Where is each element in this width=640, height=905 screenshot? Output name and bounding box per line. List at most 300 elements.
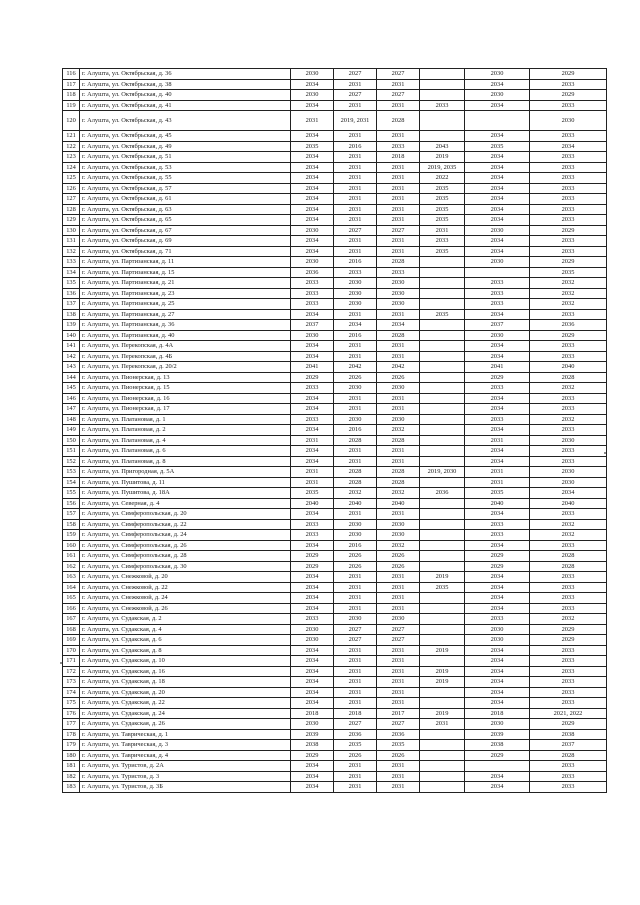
row-number: 144 xyxy=(63,372,80,383)
year-cell: 2034 xyxy=(465,782,530,793)
year-cell: 2031 xyxy=(334,656,377,667)
year-cell: 2030 xyxy=(334,278,377,289)
year-cell: 2031 xyxy=(334,131,377,142)
year-cell: 2028 xyxy=(377,435,420,446)
table-row xyxy=(63,393,607,404)
year-cell: 2027 xyxy=(377,225,420,236)
year-cell xyxy=(420,782,465,793)
year-cell: 2031 xyxy=(334,215,377,226)
year-cell: 2031 xyxy=(377,656,420,667)
year-cell: 2026 xyxy=(334,551,377,562)
year-cell xyxy=(420,750,465,761)
year-cell: 2033 xyxy=(530,771,607,782)
row-number: 172 xyxy=(63,666,80,677)
year-cell: 2033 xyxy=(377,267,420,278)
year-cell: 2034 xyxy=(291,79,334,90)
year-cell xyxy=(420,351,465,362)
year-cell: 2032 xyxy=(530,414,607,425)
table-row xyxy=(63,111,607,131)
address-cell: г. Алушта, ул. Платановая, д. 1 xyxy=(80,414,291,425)
year-cell: 2033 xyxy=(530,603,607,614)
table-row xyxy=(63,635,607,646)
year-cell xyxy=(420,299,465,310)
year-cell: 2033 xyxy=(530,215,607,226)
year-cell: 2034 xyxy=(291,194,334,205)
year-cell: 2034 xyxy=(291,215,334,226)
year-cell: 2028 xyxy=(377,330,420,341)
table-row xyxy=(63,236,607,247)
row-number: 174 xyxy=(63,687,80,698)
year-cell: 2031 xyxy=(465,477,530,488)
address-cell: г. Алушта, ул. Пионерская, д. 13 xyxy=(80,372,291,383)
year-cell xyxy=(420,131,465,142)
year-cell: 2030 xyxy=(291,90,334,101)
address-cell: г. Алушта, ул. Таврическая, д. 3 xyxy=(80,740,291,751)
year-cell xyxy=(465,761,530,772)
year-cell: 2036 xyxy=(377,729,420,740)
table-row xyxy=(63,194,607,205)
year-cell: 2030 xyxy=(291,257,334,268)
table-row xyxy=(63,467,607,478)
year-cell: 2030 xyxy=(377,519,420,530)
year-cell: 2041 xyxy=(291,362,334,373)
row-number: 134 xyxy=(63,267,80,278)
year-cell: 2034 xyxy=(465,393,530,404)
year-cell xyxy=(420,519,465,530)
year-cell: 2021, 2022 xyxy=(530,708,607,719)
table-row xyxy=(63,530,607,541)
year-cell: 2033 xyxy=(530,540,607,551)
year-cell xyxy=(420,362,465,373)
year-cell: 2031 xyxy=(377,173,420,184)
year-cell xyxy=(420,320,465,331)
row-number: 156 xyxy=(63,498,80,509)
table-row xyxy=(63,477,607,488)
year-cell: 2033 xyxy=(530,194,607,205)
year-cell: 2031 xyxy=(420,719,465,730)
year-cell: 2027 xyxy=(377,90,420,101)
year-cell: 2029 xyxy=(465,750,530,761)
year-cell: 2033 xyxy=(291,519,334,530)
row-number: 125 xyxy=(63,173,80,184)
year-cell: 2030 xyxy=(334,614,377,625)
year-cell: 2031 xyxy=(377,162,420,173)
year-cell: 2016 xyxy=(334,141,377,152)
year-cell: 2028 xyxy=(377,257,420,268)
year-cell: 2030 xyxy=(530,477,607,488)
row-number: 119 xyxy=(63,100,80,111)
year-cell: 2032 xyxy=(530,299,607,310)
year-cell: 2034 xyxy=(291,687,334,698)
address-cell: г. Алушта, ул. Октябрьская, д. 53 xyxy=(80,162,291,173)
year-cell: 2031 xyxy=(334,582,377,593)
address-cell: г. Алушта, ул. Октябрьская, д. 57 xyxy=(80,183,291,194)
address-cell: г. Алушта, ул. Октябрьская, д. 71 xyxy=(80,246,291,257)
year-cell: 2031 xyxy=(377,79,420,90)
year-cell: 2033 xyxy=(530,341,607,352)
year-cell: 2033 xyxy=(530,131,607,142)
table-row xyxy=(63,215,607,226)
row-number: 150 xyxy=(63,435,80,446)
row-number: 139 xyxy=(63,320,80,331)
year-cell: 2028 xyxy=(530,551,607,562)
year-cell: 2029 xyxy=(530,69,607,80)
year-cell: 2030 xyxy=(334,383,377,394)
year-cell: 2029 xyxy=(530,90,607,101)
year-cell xyxy=(420,551,465,562)
row-number: 164 xyxy=(63,582,80,593)
year-cell: 2031 xyxy=(334,351,377,362)
row-number: 136 xyxy=(63,288,80,299)
row-number: 133 xyxy=(63,257,80,268)
year-cell: 2016 xyxy=(334,540,377,551)
address-cell: г. Алушта, ул. Октябрьская, д. 69 xyxy=(80,236,291,247)
address-cell: г. Алушта, ул. Партизанская, д. 25 xyxy=(80,299,291,310)
year-cell: 2035 xyxy=(420,215,465,226)
year-cell: 2027 xyxy=(377,635,420,646)
year-cell: 2033 xyxy=(291,530,334,541)
year-cell xyxy=(420,69,465,80)
row-number: 148 xyxy=(63,414,80,425)
table-row xyxy=(63,351,607,362)
year-cell: 2033 xyxy=(530,173,607,184)
row-number: 131 xyxy=(63,236,80,247)
row-number: 181 xyxy=(63,761,80,772)
year-cell xyxy=(420,614,465,625)
address-cell: г. Алушта, ул. Судакская, д. 16 xyxy=(80,666,291,677)
year-cell: 2031 xyxy=(291,111,334,131)
year-cell: 2034 xyxy=(291,582,334,593)
year-cell: 2034 xyxy=(291,509,334,520)
year-cell: 2030 xyxy=(465,257,530,268)
year-cell: 2031 xyxy=(377,351,420,362)
year-cell: 2034 xyxy=(291,698,334,709)
table-row xyxy=(63,729,607,740)
address-cell: г. Алушта, ул. Симферопольская, д. 30 xyxy=(80,561,291,572)
year-cell: 2033 xyxy=(420,100,465,111)
address-cell: г. Алушта, ул. Партизанская, д. 27 xyxy=(80,309,291,320)
year-cell: 2033 xyxy=(530,309,607,320)
year-cell: 2017 xyxy=(377,708,420,719)
row-number: 147 xyxy=(63,404,80,415)
year-cell: 2037 xyxy=(291,320,334,331)
year-cell: 2036 xyxy=(530,320,607,331)
year-cell: 2027 xyxy=(334,719,377,730)
table-row xyxy=(63,404,607,415)
year-cell: 2035 xyxy=(377,740,420,751)
year-cell xyxy=(420,111,465,131)
year-cell: 2031 xyxy=(334,393,377,404)
row-number: 167 xyxy=(63,614,80,625)
address-cell: г. Алушта, ул. Снежковой, д. 24 xyxy=(80,593,291,604)
year-cell: 2031 xyxy=(377,677,420,688)
year-cell xyxy=(420,257,465,268)
year-cell: 2031 xyxy=(377,761,420,772)
table-row xyxy=(63,341,607,352)
row-number: 179 xyxy=(63,740,80,751)
year-cell xyxy=(420,498,465,509)
year-cell: 2030 xyxy=(465,90,530,101)
year-cell xyxy=(420,90,465,101)
year-cell: 2030 xyxy=(530,435,607,446)
table-row xyxy=(63,603,607,614)
year-cell: 2040 xyxy=(377,498,420,509)
address-cell: г. Алушта, ул. Судакская, д. 10 xyxy=(80,656,291,667)
address-cell: г. Алушта, ул. Туристов, д. 3 xyxy=(80,771,291,782)
table-row xyxy=(63,183,607,194)
year-cell: 2029 xyxy=(530,624,607,635)
year-cell: 2034 xyxy=(465,509,530,520)
year-cell: 2033 xyxy=(530,236,607,247)
year-cell: 2034 xyxy=(465,572,530,583)
address-cell: г. Алушта, ул. Судакская, д. 26 xyxy=(80,719,291,730)
year-cell: 2031 xyxy=(334,194,377,205)
year-cell xyxy=(420,477,465,488)
year-cell: 2032 xyxy=(530,278,607,289)
year-cell: 2032 xyxy=(334,488,377,499)
year-cell: 2031 xyxy=(377,645,420,656)
year-cell: 2030 xyxy=(334,288,377,299)
year-cell: 2034 xyxy=(291,666,334,677)
year-cell: 2030 xyxy=(334,530,377,541)
table-row xyxy=(63,162,607,173)
row-number: 130 xyxy=(63,225,80,236)
year-cell: 2030 xyxy=(465,225,530,236)
year-cell xyxy=(420,698,465,709)
table-row xyxy=(63,246,607,257)
table-row xyxy=(63,561,607,572)
year-cell: 2033 xyxy=(530,687,607,698)
table-row xyxy=(63,372,607,383)
year-cell: 2033 xyxy=(291,278,334,289)
year-cell: 2034 xyxy=(291,351,334,362)
year-cell: 2034 xyxy=(291,152,334,163)
year-cell xyxy=(420,393,465,404)
year-cell: 2030 xyxy=(334,414,377,425)
year-cell: 2031 xyxy=(334,236,377,247)
row-number: 178 xyxy=(63,729,80,740)
row-number: 137 xyxy=(63,299,80,310)
address-cell: г. Алушта, ул. Пионерская, д. 15 xyxy=(80,383,291,394)
address-cell: г. Алушта, ул. Октябрьская, д. 63 xyxy=(80,204,291,215)
year-cell: 2031 xyxy=(291,435,334,446)
row-number: 161 xyxy=(63,551,80,562)
year-cell: 2031 xyxy=(377,236,420,247)
year-cell: 2034 xyxy=(465,645,530,656)
address-cell: г. Алушта, ул. Симферопольская, д. 28 xyxy=(80,551,291,562)
year-cell: 2034 xyxy=(465,446,530,457)
year-cell: 2039 xyxy=(465,729,530,740)
year-cell: 2034 xyxy=(291,131,334,142)
row-number: 158 xyxy=(63,519,80,530)
table-row xyxy=(63,488,607,499)
year-cell: 2031 xyxy=(334,183,377,194)
row-number: 142 xyxy=(63,351,80,362)
year-cell: 2026 xyxy=(334,750,377,761)
year-cell: 2029 xyxy=(465,372,530,383)
year-cell xyxy=(420,509,465,520)
year-cell: 2018 xyxy=(465,708,530,719)
year-cell: 2026 xyxy=(377,750,420,761)
year-cell: 2026 xyxy=(334,561,377,572)
table-row xyxy=(63,740,607,751)
row-number: 122 xyxy=(63,141,80,152)
year-cell: 2033 xyxy=(530,572,607,583)
row-number: 159 xyxy=(63,530,80,541)
year-cell: 2031 xyxy=(334,782,377,793)
address-cell: г. Алушта, ул. Пионерская, д. 17 xyxy=(80,404,291,415)
year-cell: 2031 xyxy=(334,677,377,688)
year-cell: 2034 xyxy=(291,771,334,782)
year-cell: 2029 xyxy=(530,225,607,236)
year-cell: 2031 xyxy=(377,341,420,352)
address-cell: г. Алушта, ул. Судакская, д. 4 xyxy=(80,624,291,635)
year-cell: 2038 xyxy=(465,740,530,751)
row-number: 152 xyxy=(63,456,80,467)
year-cell: 2034 xyxy=(465,173,530,184)
row-number: 160 xyxy=(63,540,80,551)
year-cell: 2031 xyxy=(334,603,377,614)
year-cell: 2031 xyxy=(377,100,420,111)
year-cell xyxy=(420,530,465,541)
year-cell: 2034 xyxy=(465,603,530,614)
year-cell: 2036 xyxy=(334,729,377,740)
year-cell xyxy=(420,603,465,614)
year-cell: 2034 xyxy=(465,162,530,173)
year-cell: 2038 xyxy=(530,729,607,740)
year-cell xyxy=(420,593,465,604)
table-row xyxy=(63,698,607,709)
year-cell: 2032 xyxy=(530,614,607,625)
table-row xyxy=(63,593,607,604)
table-row xyxy=(63,141,607,152)
year-cell: 2035 xyxy=(420,204,465,215)
year-cell: 2028 xyxy=(334,467,377,478)
row-number: 149 xyxy=(63,425,80,436)
year-cell: 2042 xyxy=(377,362,420,373)
year-cell: 2019 xyxy=(420,645,465,656)
table-row xyxy=(63,540,607,551)
address-cell: г. Алушта, ул. Октябрьская, д. 43 xyxy=(80,111,291,131)
year-cell: 2034 xyxy=(465,666,530,677)
year-cell: 2028 xyxy=(377,477,420,488)
year-cell: 2033 xyxy=(530,698,607,709)
year-cell: 2034 xyxy=(291,246,334,257)
year-cell: 2031 xyxy=(334,509,377,520)
row-number: 128 xyxy=(63,204,80,215)
year-cell xyxy=(420,446,465,457)
row-number: 166 xyxy=(63,603,80,614)
table-row xyxy=(63,687,607,698)
row-number: 151 xyxy=(63,446,80,457)
address-cell: г. Алушта, ул. Пригородная, д. 5А xyxy=(80,467,291,478)
year-cell: 2031 xyxy=(377,698,420,709)
table-row xyxy=(63,498,607,509)
address-cell: г. Алушта, ул. Октябрьская, д. 45 xyxy=(80,131,291,142)
year-cell: 2031 xyxy=(377,582,420,593)
year-cell: 2028 xyxy=(334,477,377,488)
row-number: 116 xyxy=(63,69,80,80)
year-cell: 2019 xyxy=(420,666,465,677)
year-cell xyxy=(420,425,465,436)
table-row xyxy=(63,131,607,142)
year-cell: 2026 xyxy=(377,551,420,562)
year-cell: 2043 xyxy=(420,141,465,152)
year-cell: 2032 xyxy=(530,519,607,530)
year-cell: 2033 xyxy=(530,204,607,215)
year-cell: 2033 xyxy=(530,425,607,436)
year-cell: 2035 xyxy=(291,488,334,499)
address-cell: г. Алушта, ул. Таврическая, д. 1 xyxy=(80,729,291,740)
year-cell: 2030 xyxy=(377,383,420,394)
year-cell: 2034 xyxy=(465,152,530,163)
address-cell: г. Алушта, ул. Перекопская, д. 4Б xyxy=(80,351,291,362)
table-body xyxy=(63,69,607,793)
row-number: 124 xyxy=(63,162,80,173)
year-cell xyxy=(420,729,465,740)
year-cell: 2033 xyxy=(530,782,607,793)
year-cell: 2031 xyxy=(334,666,377,677)
year-cell: 2031 xyxy=(377,194,420,205)
address-cell: г. Алушта, ул. Платановая, д. 4 xyxy=(80,435,291,446)
address-cell: г. Алушта, ул. Партизанская, д. 36 xyxy=(80,320,291,331)
year-cell xyxy=(420,404,465,415)
year-cell: 2033 xyxy=(291,288,334,299)
year-cell xyxy=(420,288,465,299)
row-number: 121 xyxy=(63,131,80,142)
year-cell: 2039 xyxy=(291,729,334,740)
year-cell: 2028 xyxy=(377,111,420,131)
year-cell: 2028 xyxy=(377,467,420,478)
address-cell: г. Алушта, ул. Судакская, д. 6 xyxy=(80,635,291,646)
address-cell: г. Алушта, ул. Пионерская, д. 16 xyxy=(80,393,291,404)
row-number: 138 xyxy=(63,309,80,320)
table-row xyxy=(63,551,607,562)
year-cell: 2029 xyxy=(291,372,334,383)
year-cell: 2033 xyxy=(530,656,607,667)
year-cell: 2033 xyxy=(530,645,607,656)
table-row xyxy=(63,708,607,719)
year-cell: 2034 xyxy=(291,404,334,415)
year-cell: 2027 xyxy=(334,624,377,635)
year-cell: 2031 xyxy=(465,467,530,478)
year-cell: 2030 xyxy=(465,624,530,635)
year-cell: 2031 xyxy=(465,435,530,446)
year-cell: 2022 xyxy=(420,173,465,184)
year-cell: 2031 xyxy=(334,162,377,173)
row-number: 120 xyxy=(63,111,80,131)
year-cell: 2034 xyxy=(291,456,334,467)
year-cell: 2033 xyxy=(420,236,465,247)
year-cell: 2035 xyxy=(420,183,465,194)
year-cell: 2033 xyxy=(377,141,420,152)
year-cell: 2031 xyxy=(377,131,420,142)
year-cell: 2018 xyxy=(334,708,377,719)
year-cell: 2029 xyxy=(291,561,334,572)
year-cell: 2034 xyxy=(465,100,530,111)
year-cell: 2031 xyxy=(377,509,420,520)
year-cell: 2034 xyxy=(465,456,530,467)
year-cell: 2034 xyxy=(465,677,530,688)
year-cell: 2034 xyxy=(465,215,530,226)
year-cell: 2033 xyxy=(530,666,607,677)
year-cell: 2032 xyxy=(377,425,420,436)
year-cell: 2031 xyxy=(334,771,377,782)
address-cell: г. Алушта, ул. Туристов, д. 2А xyxy=(80,761,291,772)
address-cell: г. Алушта, ул. Симферопольская, д. 20 xyxy=(80,509,291,520)
year-cell: 2029 xyxy=(465,561,530,572)
year-cell: 2034 xyxy=(291,236,334,247)
